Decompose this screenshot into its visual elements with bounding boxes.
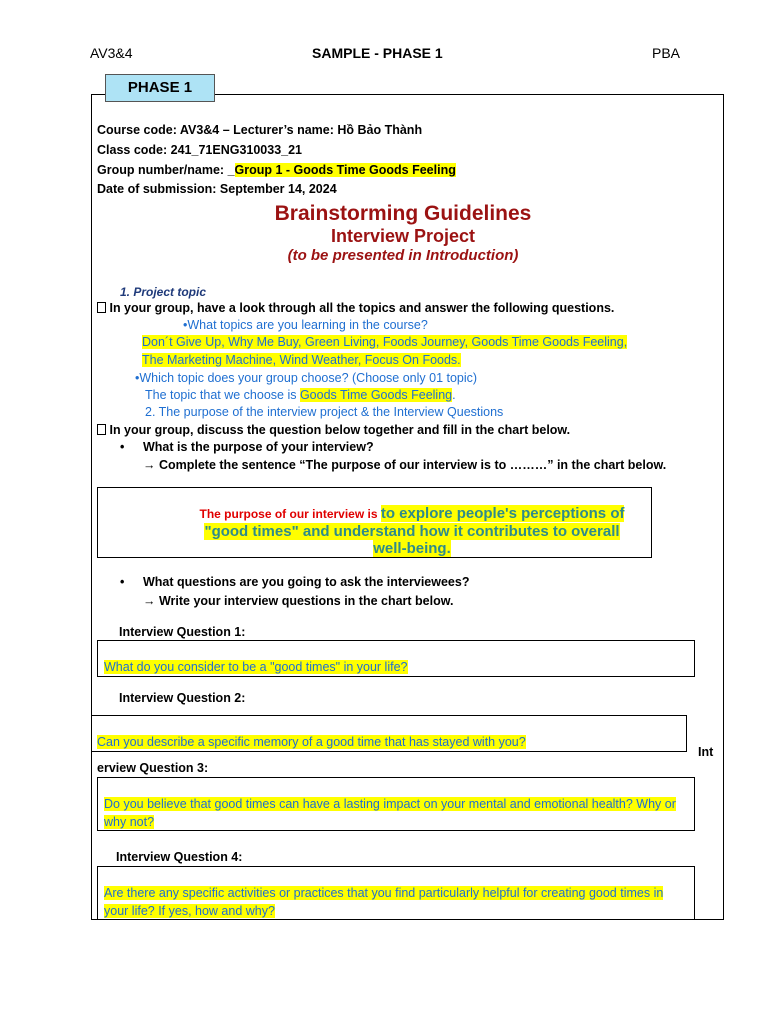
topics-line1-text: Don´t Give Up, Why Me Buy, Green Living, Foods Journey, Goods Time Goods Feeling, — [142, 335, 628, 349]
section2-instruction — [97, 423, 570, 437]
questions-question: What questions are you going to ask the interviewees? — [143, 575, 470, 589]
group-label: Group number/name: _ — [97, 163, 235, 177]
choice-question: •Which topic does your group choose? (Choose only 01 topic) — [135, 371, 478, 385]
question3-label-part-a: Int — [698, 745, 714, 759]
question1-text-value: What do you consider to be a "good times" in your life? — [104, 660, 408, 674]
purpose-prefix: The purpose of our interview is — [199, 507, 381, 521]
question3-text-line2: why not? — [104, 815, 155, 829]
topics-line2 — [142, 353, 461, 367]
questions-instruction: → Write your interview questions in the chart below. — [143, 594, 454, 608]
topics-line1 — [142, 335, 627, 349]
choice-suffix: . — [452, 388, 456, 402]
choice-prefix: The topic that we choose is — [145, 388, 300, 402]
class-line: Class code: 241_71ENG310033_21 — [97, 143, 303, 157]
course-line: Course code: AV3&4 – Lecturer’s name: Hồ Bảo Thành — [97, 123, 423, 137]
purpose-line2: "good times" and understand how it contributes to overall — [204, 523, 620, 540]
question2-text — [97, 733, 526, 751]
bullet-dot-icon: • — [120, 575, 125, 589]
title-note: (to be presented in Introduction) — [287, 247, 519, 264]
section2-instruction-text: In your group, discuss the question below together and fill in the chart below. — [106, 423, 571, 437]
purpose-line1: to explore people's perceptions of — [380, 505, 625, 522]
question3-text — [104, 795, 676, 831]
sub-title: Interview Project — [330, 226, 476, 246]
question4-text — [104, 884, 663, 920]
question4-text-line2: your life? If yes, how and why? — [104, 904, 275, 918]
header-left: AV3&4 — [90, 45, 133, 61]
group-line — [97, 163, 456, 177]
topics-line2-text: The Marketing Machine, Wind Weather, Focus On Foods. — [142, 353, 461, 367]
purpose-line3: well-being. — [373, 540, 451, 557]
section1-instruction — [97, 301, 614, 315]
question3-label-part-b: erview Question 3: — [97, 761, 209, 775]
date-line: Date of submission: September 14, 2024 — [97, 182, 337, 196]
question1-label: Interview Question 1: — [119, 625, 246, 639]
purpose-text — [97, 505, 652, 557]
bullet-dot-icon: • — [120, 440, 125, 454]
topics-question: •What topics are you learning in the course? — [183, 318, 428, 332]
group-value: Group 1 - Goods Time Goods Feeling — [234, 163, 456, 177]
phase-tab: PHASE 1 — [105, 74, 215, 102]
main-title: Brainstorming Guidelines — [274, 202, 532, 225]
question2-label: Interview Question 2: — [119, 691, 246, 705]
choice-line — [145, 388, 456, 402]
checkbox-glyph-icon — [97, 302, 106, 313]
header-title: SAMPLE - PHASE 1 — [312, 45, 443, 61]
question4-label: Interview Question 4: — [116, 850, 243, 864]
header-right: PBA — [652, 45, 681, 61]
question2-text-value: Can you describe a specific memory of a good time that has stayed with you? — [97, 735, 526, 749]
question4-text-line1: Are there any specific activities or practices that you find particularly helpful for creating good times in — [104, 886, 664, 900]
purpose-question: What is the purpose of your interview? — [143, 440, 374, 454]
section1-heading: 1. Project topic — [120, 285, 207, 299]
section1-instruction-text: In your group, have a look through all the topics and answer the following questions. — [106, 301, 615, 315]
purpose-instruction: → Complete the sentence “The purpose of our interview is to ………” in the chart below. — [143, 458, 667, 472]
checkbox-glyph-icon — [97, 424, 106, 435]
question3-text-line1: Do you believe that good times can have a lasting impact on your mental and emotional health? Why or — [104, 797, 676, 811]
choice-value: Goods Time Goods Feeling — [299, 388, 453, 402]
question1-text — [104, 658, 408, 676]
section2-heading: 2. The purpose of the interview project & the Interview Questions — [145, 405, 504, 419]
